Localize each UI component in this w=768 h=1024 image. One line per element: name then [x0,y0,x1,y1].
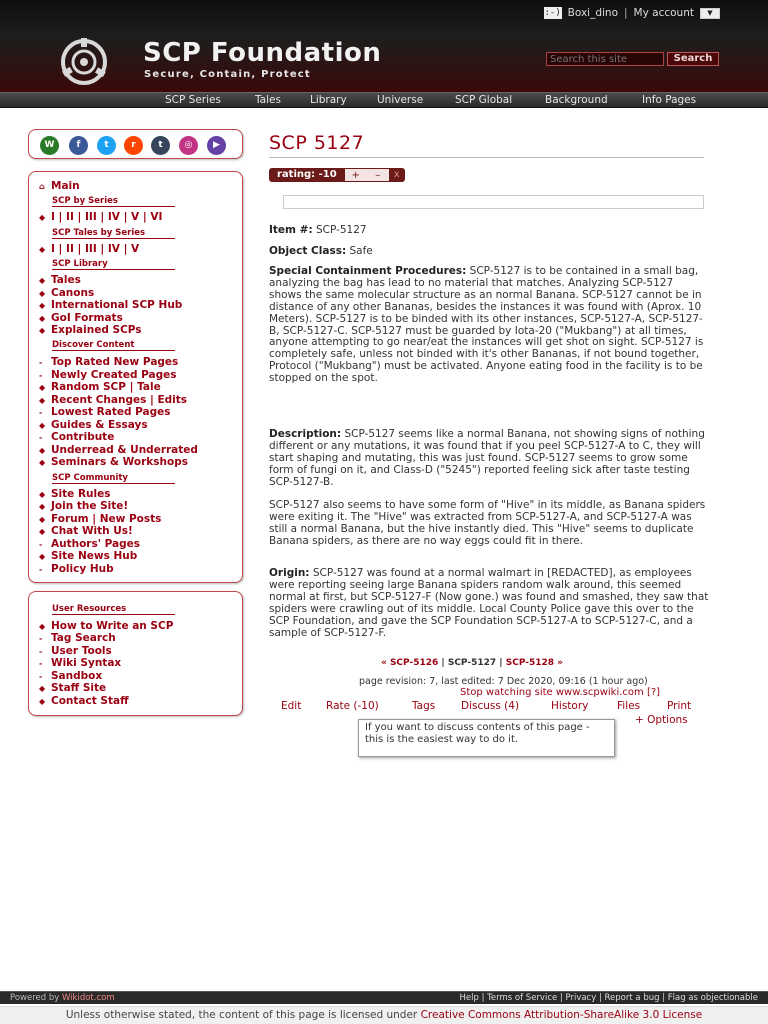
sidebar-head-tales: SCP Tales by Series [52,228,175,239]
bullet-icon: ◆ [39,396,46,405]
bullet-icon: ◆ [39,289,46,298]
bullet-icon: ◆ [39,276,46,285]
bullet-icon: - [39,540,43,549]
sidebar-head-discover: Discover Content [52,340,175,351]
sidebar-item-staff-site[interactable]: ◆ Staff Site [39,682,107,694]
bullet-icon: ◆ [39,446,46,455]
current-scp: SCP-5127 [447,658,497,668]
sidebar-item-sandbox[interactable]: - Sandbox [39,670,103,682]
bullet-icon: - [39,371,43,380]
more-options-button[interactable]: + Options [635,714,688,726]
nav-scp-global[interactable]: SCP Global [455,94,513,106]
bullet-icon: - [39,659,43,668]
user-icon[interactable]: :-) [544,8,561,18]
bullet-icon: ◆ [39,502,46,511]
bullet-icon: - [39,647,43,656]
bullet-icon: ◆ [39,301,46,310]
account-bar [544,6,720,20]
tumblr-icon[interactable]: t [151,136,170,155]
powered-by: Powered by Wikidot.com [10,993,115,1003]
bullet-icon: ◆ [39,684,46,693]
sidebar-item-tag-search[interactable]: - Tag Search [39,632,116,644]
wikidot-icon[interactable]: W [40,136,59,155]
top-navigation [0,92,768,108]
sidebar-item-forum[interactable]: ◆ Forum | New Posts [39,513,162,525]
rating-module [269,168,405,182]
sidebar-item-international-hub[interactable]: ◆ International SCP Hub [39,299,183,311]
rate-cancel-button[interactable]: x [389,168,405,182]
bullet-icon: ◆ [39,383,46,392]
bullet-icon: ◆ [39,421,46,430]
bullet-icon: ◆ [39,515,46,524]
sidebar-item-main[interactable]: ⌂ Main [39,180,80,192]
scp-navigation [381,658,563,668]
bullet-icon: ◆ [39,552,46,561]
sidebar-item-user-tools[interactable]: - User Tools [39,645,112,657]
sidebar-item-guides[interactable]: ◆ Guides & Essays [39,419,148,431]
bullet-icon: - [39,672,43,681]
license-notice: Unless otherwise stated, the content of this page is licensed under Creative Commons Attribution-ShareAlike 3.0 License [0,1006,768,1024]
nav-universe[interactable]: Universe [377,94,424,106]
description: Description: SCP-5127 seems like a normal Banana, not showing signs of nothing different or any mutations, it was found that if you peel SCP-5127-A to C, they will start shaping and mutating, this was just found. SCP-5127 seems to grow some form of fungi on it, and Class-D ("5245") reported feeling sick after taste testing SCP-5127-B. [269,428,705,488]
rate-down-button[interactable]: – [367,168,389,182]
sidebar-item-recent-changes[interactable]: ◆ Recent Changes | Edits [39,394,188,406]
sidebar-item-site-rules[interactable]: ◆ Site Rules [39,488,111,500]
username-link[interactable]: Boxi_dino [567,7,618,19]
bullet-icon: ◆ [39,527,46,536]
instagram-icon[interactable]: ◎ [179,136,198,155]
sidebar-head-community: SCP Community [52,473,175,484]
description-continued: SCP-5127 also seems to have some form of "Hive" in its middle, as Banana spiders were exiting it. The "Hive" was extracted from SCP-5127-A, and SCP-5127-A was still a normal Banana, but the hive instantly died. This "Hive" seems to duplicate Banana spiders, as there are no way eggs could fit in there. [269,499,706,547]
nav-tales[interactable]: Tales [255,94,281,106]
license-link[interactable]: Creative Commons Attribution-ShareAlike 3.0 License [420,1009,703,1021]
site-title[interactable]: SCP Foundation [143,38,382,68]
search-button[interactable]: Search [667,52,719,66]
bullet-icon: - [39,433,43,442]
nav-background[interactable]: Background [545,94,608,106]
sidebar-head-resources: User Resources [52,604,175,615]
empty-info-box [283,195,704,209]
rating-label: rating: -10 [269,168,345,182]
facebook-icon[interactable]: f [69,136,88,155]
scp-logo-icon[interactable] [56,36,138,88]
rate-up-button[interactable]: + [345,168,367,182]
sidebar-series-links[interactable]: ◆ I | II | III | IV | V | VI [39,211,163,223]
page-footer [0,991,768,1004]
sidebar-item-contact-staff[interactable]: ◆ Contact Staff [39,695,129,707]
account-dropdown-icon[interactable]: ▼ [700,8,720,19]
bullet-icon: ◆ [39,213,46,222]
title-divider [269,157,704,158]
item-number: Item #: SCP-5127 [269,224,367,236]
sidebar-item-policy-hub[interactable]: - Policy Hub [39,563,114,575]
bullet-icon: ◆ [39,490,46,499]
account-separator: | [624,7,628,19]
sidebar-item-chat[interactable]: ◆ Chat With Us! [39,525,133,537]
home-icon: ⌂ [39,182,45,191]
search-input[interactable] [546,52,664,66]
sidebar-item-underread[interactable]: ◆ Underread & Underrated [39,444,198,456]
print-button[interactable]: Print [667,700,692,712]
bullet-icon: ◆ [39,314,46,323]
containment-procedures: Special Containment Procedures: SCP-5127 is to be contained in a small bag, analyzing the bag has lead to no material that matches. Analyzing SCP-5127 shows the same molecular structure as an normal Banana. SCP-5127 cannot be in distance of any other Bananas, besides the instances it was found with (Aprox. 10 Meters). SCP-5127 is to be binded with its other instances, SCP-5127-A, SCP-5127-B, SCP-5127-C. SCP-5127 must be guarded by Iota-20 ("Mukbang") at all times, anyone attempting to go near/eat the instances will get shot on sight. SCP-5127 is completely safe, unless not binded with it's other Bananas, if not bound together, Protocol ("Mukbang") must be activated. Anyone eating food in the facility is to be stopped on the spot. [269,265,704,385]
discuss-tooltip: If you want to discuss contents of this page - this is the easiest way to do it. [358,719,615,757]
twitter-icon[interactable]: t [97,136,116,155]
sidebar-item-random[interactable]: ◆ Random SCP | Tale [39,381,161,393]
prev-scp-link[interactable]: « SCP-5126 [381,658,439,668]
nav-library[interactable]: Library [310,94,347,106]
sidebar-item-lowest-rated[interactable]: - Lowest Rated Pages [39,406,171,418]
footer-links[interactable]: Help | Terms of Service | Privacy | Report a bug | Flag as objectionable [459,993,758,1003]
social-links-box [28,129,243,159]
nav-info-pages[interactable]: Info Pages [642,94,697,106]
sidebar-item-explained-scps[interactable]: ◆ Explained SCPs [39,324,142,336]
sidebar-item-wiki-syntax[interactable]: - Wiki Syntax [39,657,122,669]
page-title: SCP 5127 [269,132,365,154]
my-account-link[interactable]: My account [633,7,694,19]
nav-separator: | [441,658,445,668]
page-options-bar [281,700,701,714]
site-slogan: Secure, Contain, Protect [144,69,311,80]
sidebar-item-tales[interactable]: ◆ Tales [39,274,81,286]
bullet-icon: - [39,634,43,643]
tags-button[interactable]: Tags [412,700,436,712]
sidebar-item-top-rated[interactable]: - Top Rated New Pages [39,356,179,368]
sidebar-item-contribute[interactable]: - Contribute [39,431,115,443]
nav-scp-series[interactable]: SCP Series [165,94,221,106]
bullet-icon: ◆ [39,458,46,467]
page-revision-info: page revision: 7, last edited: 7 Dec 2020, 09:16 (1 hour ago) [359,676,648,687]
stop-watching-link[interactable]: Stop watching site www.scpwiki.com [460,687,644,698]
stop-watching-row [460,687,660,698]
sidebar-head-library: SCP Library [52,259,175,270]
sidebar-item-how-to-write[interactable]: ◆ How to Write an SCP [39,620,174,632]
wikidot-link[interactable]: Wikidot.com [61,993,115,1003]
sidebar-tales-links[interactable]: ◆ I | II | III | IV | V [39,243,140,255]
sidebar-item-join[interactable]: ◆ Join the Site! [39,500,129,512]
object-class: Object Class: Safe [269,245,373,257]
sidebar-item-news-hub[interactable]: ◆ Site News Hub [39,550,138,562]
nav-separator: | [499,658,503,668]
files-button[interactable]: Files [617,700,641,712]
bullet-icon: ◆ [39,326,46,335]
bullet-icon: ◆ [39,622,46,631]
bullet-icon: ◆ [39,697,46,706]
rate-button[interactable]: Rate (-10) [326,700,379,712]
site-header [0,0,768,92]
next-scp-link[interactable]: SCP-5128 » [505,658,563,668]
history-button[interactable]: History [551,700,589,712]
twitch-icon[interactable]: ▶ [207,136,226,155]
sidebar-item-newly-created[interactable]: - Newly Created Pages [39,369,177,381]
origin: Origin: SCP-5127 was found at a normal walmart in [REDACTED], as employees were reporting seeing large Banana spiders random walk around, this seemed normal at first, but SCP-5127-F (Now gone.) was found and smashed, they saw that spiders were crawling out of its middle. Local County Police gave this over to the SCP Foundation, and gave the SCP Foundation SCP-5127-A to SCP-5127-C, and a sample of SCP-5127-F. [269,567,709,639]
bullet-icon: - [39,358,43,367]
side-menu [28,171,243,583]
bullet-icon: - [39,408,43,417]
edit-button[interactable]: Edit [281,700,302,712]
sidebar-item-authors[interactable]: - Authors' Pages [39,538,140,550]
reddit-icon[interactable]: r [124,136,143,155]
sidebar-item-seminars[interactable]: ◆ Seminars & Workshops [39,456,188,468]
sidebar-item-canons[interactable]: ◆ Canons [39,287,95,299]
help-link[interactable]: [?] [646,687,661,698]
sidebar-head-series: SCP by Series [52,196,175,207]
user-resources-menu [28,591,243,716]
bullet-icon: ◆ [39,245,46,254]
bullet-icon: - [39,565,43,574]
discuss-button[interactable]: Discuss (4) [461,700,520,712]
sidebar-item-goi-formats[interactable]: ◆ GoI Formats [39,312,123,324]
